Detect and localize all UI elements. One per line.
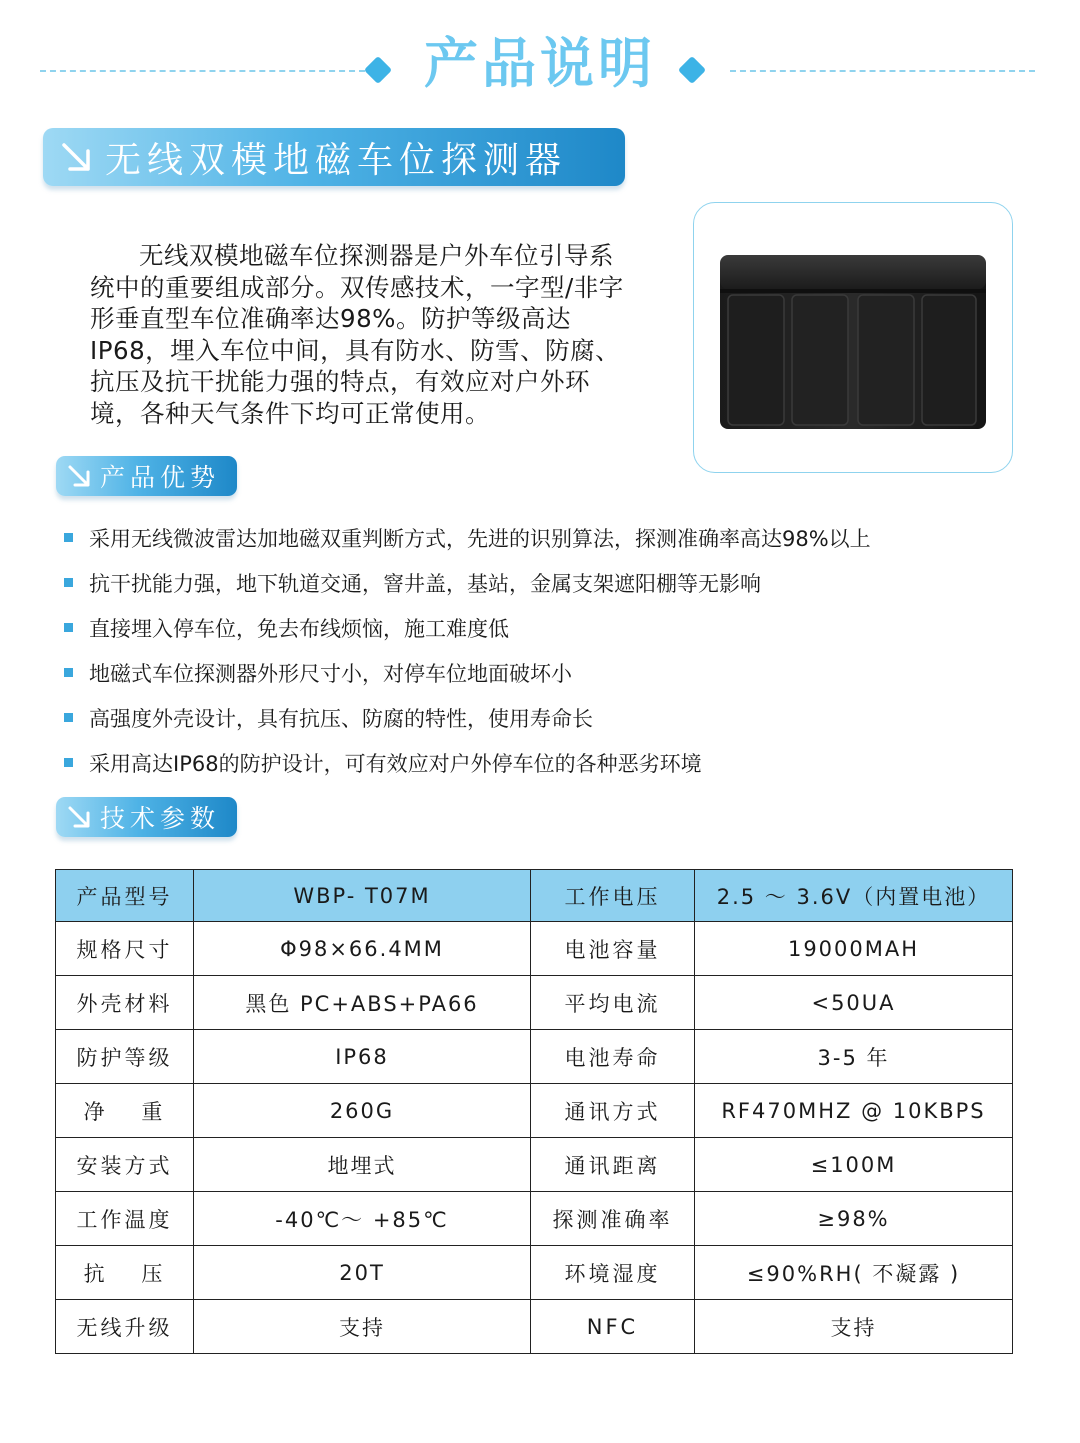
square-bullet-icon (64, 668, 73, 677)
spec-table (55, 869, 1013, 1354)
product-description: 无线双模地磁车位探测器是户外车位引导系统中的重要组成部分。双传感技术，一字型/非字形垂直型车位准确率达98%。防护等级高达IP68，埋入车位中间，具有防水、防雪、防腐、抗压及抗干扰能力强的特点，有效应对户外环境，各种天气条件下均可正常使用。 (90, 241, 624, 428)
spec-label: 通讯方式 (531, 1084, 695, 1138)
spec-label: 电池寿命 (531, 1030, 695, 1084)
spec-label: 通讯距离 (531, 1138, 695, 1192)
spec-label: 平均电流 (531, 976, 695, 1030)
advantage-text: 采用无线微波雷达加地磁双重判断方式，先进的识别算法，探测准确率高达98%以上 (89, 526, 871, 551)
arrow-down-right-icon (58, 804, 100, 830)
arrow-down-right-icon (47, 140, 105, 174)
square-bullet-icon (64, 713, 73, 722)
spec-value: 260G (194, 1084, 531, 1138)
specs-banner (56, 797, 237, 837)
spec-value: 支持 (695, 1300, 1013, 1354)
advantage-text: 高强度外壳设计，具有抗压、防腐的特性，使用寿命长 (89, 706, 593, 731)
spec-value: 支持 (194, 1300, 531, 1354)
table-row (56, 1246, 1013, 1300)
table-row (56, 1192, 1013, 1246)
advantages-title: 产品优势 (100, 463, 221, 492)
spec-value: 19000MAH (695, 922, 1013, 976)
page-title: 产品说明 (424, 32, 656, 95)
spec-label: 规格尺寸 (56, 922, 194, 976)
diamond-right-icon (678, 56, 706, 84)
square-bullet-icon (64, 533, 73, 542)
detector-image (694, 203, 1014, 474)
spec-label: 探测准确率 (531, 1192, 695, 1246)
spec-label: 安装方式 (56, 1138, 194, 1192)
spec-value: -40℃～ +85℃ (194, 1192, 531, 1246)
advantage-text: 直接埋入停车位，免去布线烦恼，施工难度低 (89, 616, 509, 641)
diamond-left-icon (364, 56, 392, 84)
spec-label: 工作电压 (531, 870, 695, 922)
spec-value: 3-5 年 (695, 1030, 1013, 1084)
spec-value: ≤90%RH( 不凝露 ) (695, 1246, 1013, 1300)
arrow-down-right-icon (58, 463, 100, 489)
header-divider-right (730, 70, 1035, 72)
square-bullet-icon (64, 623, 73, 632)
list-item (64, 605, 1024, 650)
spec-value: WBP- T07M (194, 870, 531, 922)
spec-value: 20T (194, 1246, 531, 1300)
table-row (56, 870, 1013, 922)
spec-label: 防护等级 (56, 1030, 194, 1084)
product-name: 无线双模地磁车位探测器 (105, 139, 568, 181)
list-item (64, 740, 1024, 785)
spec-label: 净 重 (56, 1084, 194, 1138)
table-row (56, 922, 1013, 976)
list-item (64, 560, 1024, 605)
specs-title: 技术参数 (100, 804, 221, 833)
table-row (56, 1030, 1013, 1084)
spec-label: 产品型号 (56, 870, 194, 922)
square-bullet-icon (64, 758, 73, 767)
table-row (56, 1084, 1013, 1138)
spec-value: 黑色 PC+ABS+PA66 (194, 976, 531, 1030)
spec-value: ≥98% (695, 1192, 1013, 1246)
table-row (56, 1300, 1013, 1354)
product-image-frame (693, 202, 1013, 473)
spec-value: IP68 (194, 1030, 531, 1084)
advantage-text: 地磁式车位探测器外形尺寸小，对停车位地面破坏小 (89, 661, 572, 686)
list-item (64, 695, 1024, 740)
advantage-text: 采用高达IP68的防护设计，可有效应对户外停车位的各种恶劣环境 (89, 751, 702, 776)
list-item (64, 650, 1024, 695)
advantage-text: 抗干扰能力强，地下轨道交通，窨井盖，基站，金属支架遮阳棚等无影响 (89, 571, 761, 596)
advantages-list (64, 515, 1024, 785)
spec-value: 地埋式 (194, 1138, 531, 1192)
square-bullet-icon (64, 578, 73, 587)
spec-label: 外壳材料 (56, 976, 194, 1030)
spec-value: <50UA (695, 976, 1013, 1030)
product-name-banner (43, 128, 625, 186)
spec-label: 工作温度 (56, 1192, 194, 1246)
spec-value: Φ98×66.4MM (194, 922, 531, 976)
spec-value: ≤100M (695, 1138, 1013, 1192)
spec-value: 2.5 ～ 3.6V（内置电池） (695, 870, 1013, 922)
spec-label: 无线升级 (56, 1300, 194, 1354)
spec-label: NFC (531, 1300, 695, 1354)
list-item (64, 515, 1024, 560)
table-row (56, 976, 1013, 1030)
advantages-banner (56, 456, 237, 496)
spec-value: RF470MHZ @ 10KBPS (695, 1084, 1013, 1138)
spec-label: 抗 压 (56, 1246, 194, 1300)
header-divider-left (40, 70, 365, 72)
spec-label: 环境湿度 (531, 1246, 695, 1300)
spec-label: 电池容量 (531, 922, 695, 976)
table-row (56, 1138, 1013, 1192)
